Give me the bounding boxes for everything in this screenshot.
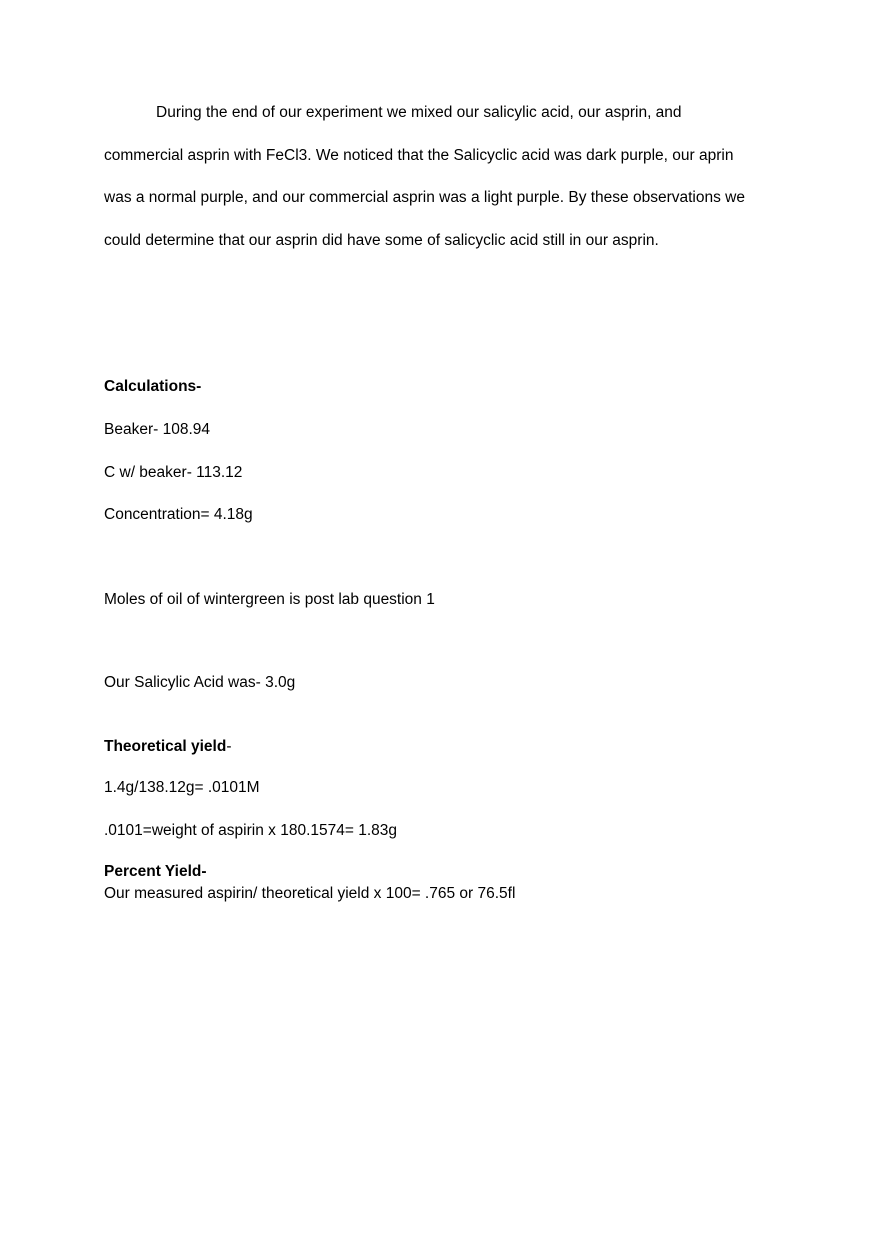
beaker-value: Beaker- 108.94 bbox=[104, 421, 210, 438]
paragraph-line-2: commercial asprin with FeCl3. We noticed that the Salicyclic acid was dark purple, our aprin bbox=[104, 147, 734, 164]
paragraph-line-1: During the end of our experiment we mixed our salicylic acid, our asprin, and bbox=[156, 104, 682, 121]
paragraph-line-4: could determine that our asprin did have some of salicyclic acid still in our asprin. bbox=[104, 232, 659, 249]
c-with-beaker-value: C w/ beaker- 113.12 bbox=[104, 464, 243, 481]
paragraph-line-3: was a normal purple, and our commercial asprin was a light purple. By these observations we bbox=[104, 189, 745, 206]
theoretical-yield-heading-suffix: - bbox=[226, 738, 232, 755]
percent-yield-formula: Our measured aspirin/ theoretical yield x 100= .765 or 76.5fl bbox=[104, 885, 516, 902]
percent-yield-heading: Percent Yield- bbox=[104, 863, 207, 880]
salicylic-acid-value: Our Salicylic Acid was- 3.0g bbox=[104, 674, 296, 691]
theoretical-yield-step-2: .0101=weight of aspirin x 180.1574= 1.83g bbox=[104, 822, 398, 839]
theoretical-yield-step-1: 1.4g/138.12g= .0101M bbox=[104, 779, 260, 796]
theoretical-yield-heading bbox=[104, 738, 232, 756]
theoretical-yield-heading-text: Theoretical yield bbox=[104, 738, 227, 755]
calculations-heading: Calculations- bbox=[104, 378, 202, 395]
moles-note: Moles of oil of wintergreen is post lab question 1 bbox=[104, 591, 435, 608]
concentration-value: Concentration= 4.18g bbox=[104, 506, 253, 523]
